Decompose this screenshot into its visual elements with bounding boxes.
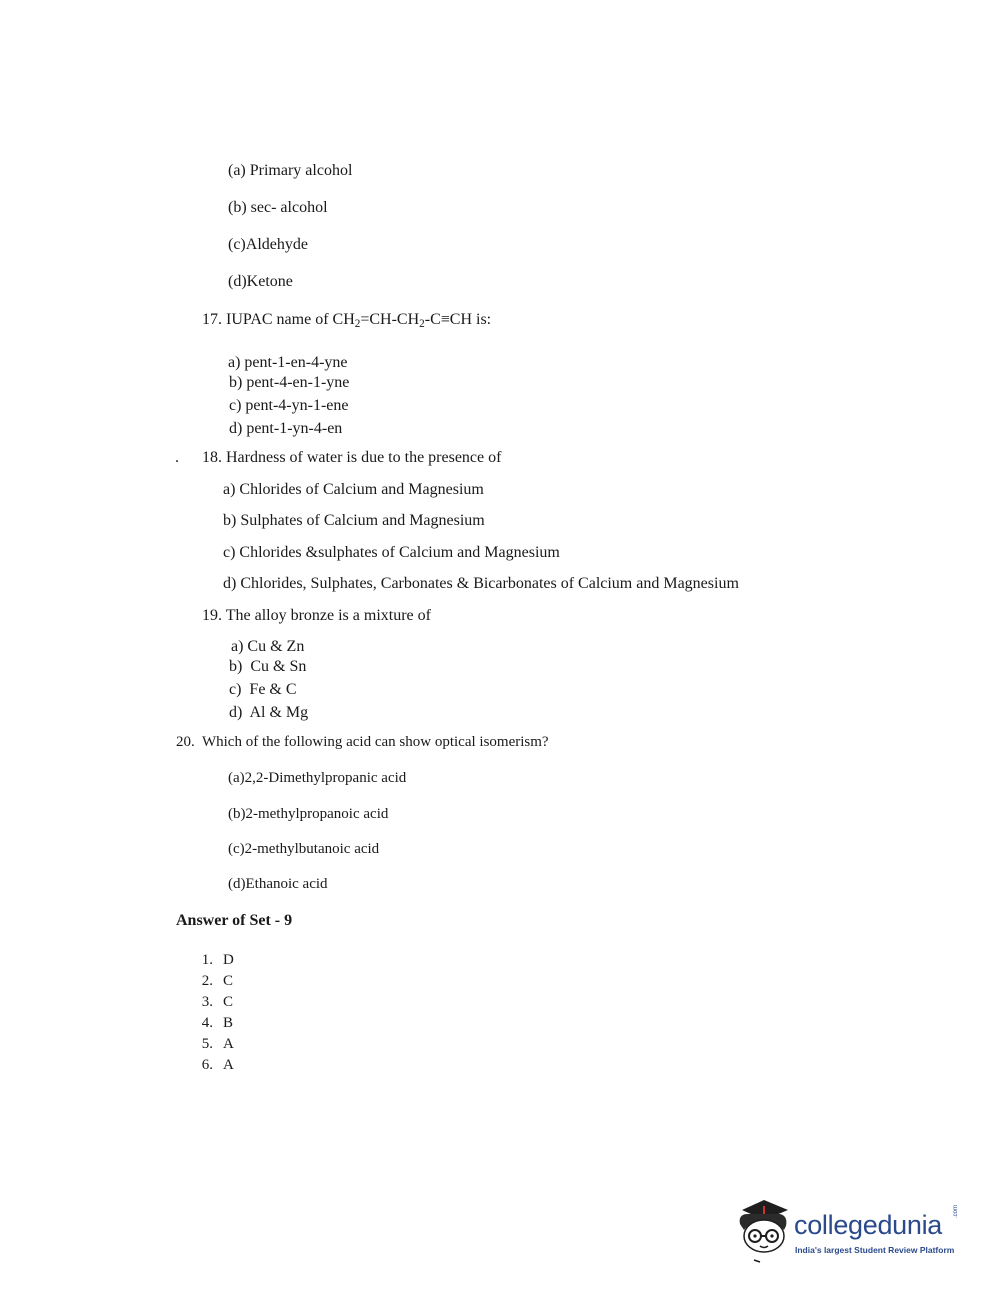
answer-value: A	[223, 1036, 234, 1052]
answer-number: 4.	[201, 1015, 213, 1031]
answers-heading: Answer of Set - 9	[176, 912, 293, 929]
mascot-icon	[734, 1196, 794, 1268]
q16-option-c: (c)Aldehyde	[228, 236, 308, 253]
answer-value: C	[223, 994, 234, 1010]
collegedunia-logo	[734, 1196, 964, 1268]
answer-value: D	[223, 952, 234, 968]
logo-tagline: India's largest Student Review Platform	[795, 1245, 955, 1255]
answer-number: 5.	[201, 1036, 213, 1052]
logo-com: .com	[953, 1204, 959, 1218]
q16-option-b: (b) sec- alcohol	[228, 199, 328, 216]
answer-value: C	[223, 973, 234, 989]
q16-option-d: (d)Ketone	[228, 273, 293, 290]
q20-option-b: (b)2-methylpropanoic acid	[228, 806, 389, 822]
q18-question: 18. Hardness of water is due to the presence of	[202, 449, 502, 466]
q17-question: 17. IUPAC name of $CH_2=CH-CH_2-C\equiv CH$ is:	[202, 311, 492, 330]
q17-option-a: a) pent-1-en-4-yne	[228, 354, 348, 371]
q20-option-d: (d)Ethanoic acid	[228, 876, 328, 892]
answer-number: 6.	[201, 1057, 213, 1073]
answer-number: 1.	[201, 952, 213, 968]
q17-option-d: d) pent-1-yn-4-en	[229, 420, 343, 437]
q17-option-b: b) pent-4-en-1-yne	[229, 374, 350, 391]
q18-option-a: a) Chlorides of Calcium and Magnesium	[223, 481, 484, 498]
q19-option-c: c) Fe & C	[229, 681, 297, 698]
answer-number: 3.	[201, 994, 213, 1010]
q18-option-c: c) Chlorides &sulphates of Calcium and Magnesium	[223, 544, 560, 561]
q18-option-b: b) Sulphates of Calcium and Magnesium	[223, 512, 485, 529]
answer-value: A	[223, 1057, 234, 1073]
q20-question: 20. Which of the following acid can show optical isomerism?	[176, 734, 549, 750]
q19-question: 19. The alloy bronze is a mixture of	[202, 607, 431, 624]
q18-option-d: d) Chlorides, Sulphates, Carbonates & Bicarbonates of Calcium and Magnesium	[223, 575, 739, 592]
q19-option-b: b) Cu & Sn	[229, 658, 307, 675]
q20-option-c: (c)2-methylbutanoic acid	[228, 841, 380, 857]
logo-wordmark: collegedunia	[794, 1210, 943, 1240]
stray-mark: .	[175, 449, 179, 466]
q20-option-a: (a)2,2-Dimethylpropanic acid	[228, 770, 407, 786]
q16-option-a: (a) Primary alcohol	[228, 162, 353, 179]
answer-value: B	[223, 1015, 234, 1031]
q19-option-a: a) Cu & Zn	[231, 638, 305, 655]
q17-option-c: c) pent-4-yn-1-ene	[229, 397, 349, 414]
answer-number: 2.	[201, 973, 213, 989]
q19-option-d: d) Al & Mg	[229, 704, 309, 721]
